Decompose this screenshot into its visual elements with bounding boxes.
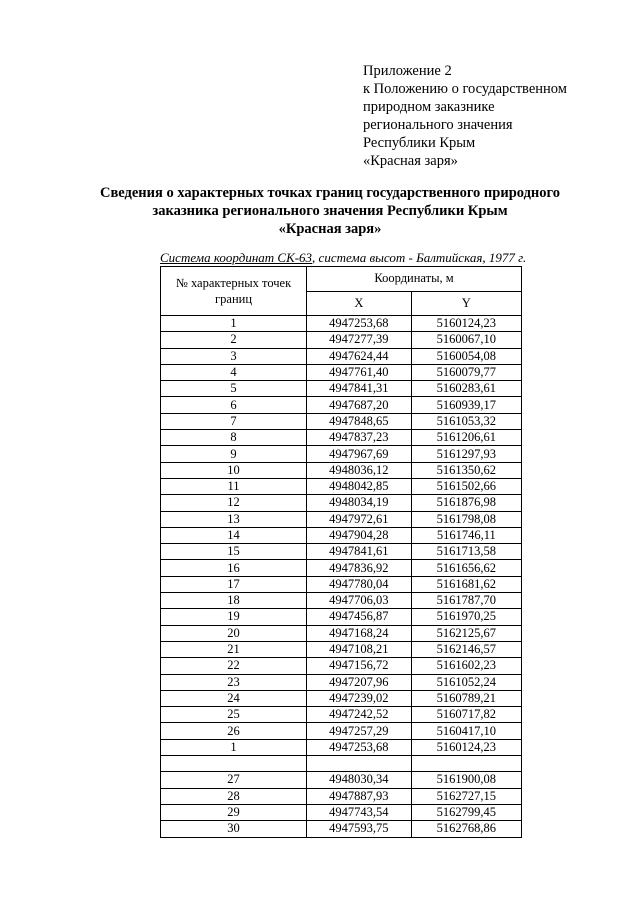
point-number-cell: 3 bbox=[161, 348, 307, 364]
x-coordinate-cell: 4947456,87 bbox=[307, 609, 411, 625]
y-coordinate-cell: 5161798,08 bbox=[411, 511, 521, 527]
appendix-line: «Красная заря» bbox=[363, 153, 458, 169]
x-coordinate-cell: 4947972,61 bbox=[307, 511, 411, 527]
point-number-cell: 15 bbox=[161, 544, 307, 560]
y-coordinate-cell: 5161746,11 bbox=[411, 527, 521, 543]
y-coordinate-cell: 5162146,57 bbox=[411, 641, 521, 657]
point-number-cell: 1 bbox=[161, 316, 307, 332]
x-coordinate-cell: 4947904,28 bbox=[307, 527, 411, 543]
point-number-cell: 17 bbox=[161, 576, 307, 592]
table-row bbox=[161, 723, 522, 739]
x-coordinate-cell: 4947253,68 bbox=[307, 316, 411, 332]
point-number-cell: 16 bbox=[161, 560, 307, 576]
point-number-cell: 25 bbox=[161, 707, 307, 723]
coordinate-system-name: Система координат СК-63 bbox=[160, 250, 313, 265]
y-coordinate-cell: 5160067,10 bbox=[411, 332, 521, 348]
table-row bbox=[161, 707, 522, 723]
point-number-cell: 14 bbox=[161, 527, 307, 543]
y-coordinate-cell: 5161876,98 bbox=[411, 495, 521, 511]
title-line: Сведения о характерных точках границ государственного природного bbox=[99, 185, 561, 201]
y-coordinate-cell: 5161787,70 bbox=[411, 593, 521, 609]
table-row bbox=[161, 462, 522, 478]
point-number-cell: 13 bbox=[161, 511, 307, 527]
y-coordinate-cell: 5161656,62 bbox=[411, 560, 521, 576]
table-row bbox=[161, 332, 522, 348]
point-number-cell: 26 bbox=[161, 723, 307, 739]
point-number-cell: 2 bbox=[161, 332, 307, 348]
y-coordinate-cell: 5160717,82 bbox=[411, 707, 521, 723]
table-row bbox=[161, 593, 522, 609]
x-coordinate-cell: 4947841,61 bbox=[307, 544, 411, 560]
y-coordinate-cell: 5162799,45 bbox=[411, 804, 521, 820]
point-number-cell: 11 bbox=[161, 478, 307, 494]
y-coordinate-cell: 5162727,15 bbox=[411, 788, 521, 804]
y-coordinate-cell: 5160124,23 bbox=[411, 739, 521, 755]
x-coordinate-cell: 4947242,52 bbox=[307, 707, 411, 723]
x-coordinate-cell: 4947967,69 bbox=[307, 446, 411, 462]
appendix-header bbox=[363, 62, 567, 170]
y-coordinate-cell: 5160079,77 bbox=[411, 364, 521, 380]
x-coordinate-cell: 4947253,68 bbox=[307, 739, 411, 755]
point-number-cell: 29 bbox=[161, 804, 307, 820]
point-number-cell: 22 bbox=[161, 658, 307, 674]
x-coordinate-cell: 4947687,20 bbox=[307, 397, 411, 413]
y-coordinate-cell: 5160124,23 bbox=[411, 316, 521, 332]
table-row bbox=[161, 478, 522, 494]
table-row bbox=[161, 316, 522, 332]
x-coordinate-cell: 4947780,04 bbox=[307, 576, 411, 592]
table-row bbox=[161, 625, 522, 641]
table-row bbox=[161, 430, 522, 446]
point-number-cell: 1 bbox=[161, 739, 307, 755]
point-number-cell: 30 bbox=[161, 821, 307, 837]
coordinates-header: Координаты, м bbox=[307, 267, 522, 292]
point-number-cell: 12 bbox=[161, 495, 307, 511]
table-row bbox=[161, 381, 522, 397]
y-coordinate-cell: 5162768,86 bbox=[411, 821, 521, 837]
table-row bbox=[161, 560, 522, 576]
point-number-cell: 8 bbox=[161, 430, 307, 446]
y-coordinate-cell: 5160054,08 bbox=[411, 348, 521, 364]
appendix-line: регионального значения bbox=[363, 117, 513, 133]
table-row bbox=[161, 364, 522, 380]
x-coordinate-cell: 4948034,19 bbox=[307, 495, 411, 511]
y-coordinate-cell bbox=[411, 756, 521, 772]
x-coordinate-cell: 4947207,96 bbox=[307, 674, 411, 690]
table-row bbox=[161, 772, 522, 788]
y-coordinate-cell: 5161681,62 bbox=[411, 576, 521, 592]
table-row bbox=[161, 348, 522, 364]
point-number-cell bbox=[161, 756, 307, 772]
point-number-cell: 10 bbox=[161, 462, 307, 478]
table-row bbox=[161, 609, 522, 625]
table-row bbox=[161, 821, 522, 837]
x-coordinate-cell: 4947761,40 bbox=[307, 364, 411, 380]
appendix-line: Республики Крым bbox=[363, 135, 476, 151]
y-coordinate-cell: 5160789,21 bbox=[411, 690, 521, 706]
point-number-cell: 23 bbox=[161, 674, 307, 690]
x-coordinate-cell: 4947168,24 bbox=[307, 625, 411, 641]
table-row bbox=[161, 413, 522, 429]
table-row bbox=[161, 804, 522, 820]
table-row bbox=[161, 674, 522, 690]
x-coordinate-cell: 4947837,23 bbox=[307, 430, 411, 446]
x-coordinate-cell: 4947239,02 bbox=[307, 690, 411, 706]
table-row bbox=[161, 756, 522, 772]
table-row bbox=[161, 511, 522, 527]
y-coordinate-cell: 5161602,23 bbox=[411, 658, 521, 674]
x-coordinate-cell: 4947836,92 bbox=[307, 560, 411, 576]
x-coordinate-cell: 4948030,34 bbox=[307, 772, 411, 788]
table-row bbox=[161, 641, 522, 657]
table-row bbox=[161, 495, 522, 511]
x-coordinate-cell: 4947743,54 bbox=[307, 804, 411, 820]
x-coordinate-cell: 4947624,44 bbox=[307, 348, 411, 364]
y-coordinate-cell: 5161970,25 bbox=[411, 609, 521, 625]
appendix-line: к Положению о государственном bbox=[363, 81, 567, 97]
x-coordinate-cell: 4947706,03 bbox=[307, 593, 411, 609]
point-number-cell: 6 bbox=[161, 397, 307, 413]
appendix-line: природном заказнике bbox=[363, 99, 495, 115]
y-coordinate-cell: 5160417,10 bbox=[411, 723, 521, 739]
point-number-cell: 20 bbox=[161, 625, 307, 641]
point-number-header: № характерных точек границ bbox=[161, 267, 307, 316]
table-row bbox=[161, 788, 522, 804]
y-coordinate-cell: 5161052,24 bbox=[411, 674, 521, 690]
point-number-cell: 9 bbox=[161, 446, 307, 462]
point-number-cell: 7 bbox=[161, 413, 307, 429]
y-coordinate-cell: 5162125,67 bbox=[411, 625, 521, 641]
table-row bbox=[161, 527, 522, 543]
y-coordinate-cell: 5161297,93 bbox=[411, 446, 521, 462]
point-number-cell: 24 bbox=[161, 690, 307, 706]
table-row bbox=[161, 544, 522, 560]
y-coordinate-cell: 5160939,17 bbox=[411, 397, 521, 413]
y-coordinate-cell: 5161502,66 bbox=[411, 478, 521, 494]
appendix-line: Приложение 2 bbox=[363, 63, 452, 79]
y-coordinate-cell: 5161350,62 bbox=[411, 462, 521, 478]
x-coordinate-cell: 4948036,12 bbox=[307, 462, 411, 478]
table-row bbox=[161, 739, 522, 755]
point-number-cell: 19 bbox=[161, 609, 307, 625]
x-coordinate-cell bbox=[307, 756, 411, 772]
table-row bbox=[161, 576, 522, 592]
x-coordinate-cell: 4947277,39 bbox=[307, 332, 411, 348]
y-coordinate-cell: 5161206,61 bbox=[411, 430, 521, 446]
table-row bbox=[161, 658, 522, 674]
point-number-cell: 18 bbox=[161, 593, 307, 609]
title-line: «Красная заря» bbox=[278, 221, 382, 237]
coordinate-system-caption bbox=[160, 251, 526, 265]
y-coordinate-cell: 5160283,61 bbox=[411, 381, 521, 397]
point-number-cell: 4 bbox=[161, 364, 307, 380]
point-number-cell: 21 bbox=[161, 641, 307, 657]
table-body bbox=[161, 316, 522, 838]
coordinates-table bbox=[160, 266, 522, 838]
point-number-cell: 27 bbox=[161, 772, 307, 788]
x-coordinate-cell: 4948042,85 bbox=[307, 478, 411, 494]
x-coordinate-cell: 4947257,29 bbox=[307, 723, 411, 739]
x-coordinate-cell: 4947593,75 bbox=[307, 821, 411, 837]
table-row bbox=[161, 690, 522, 706]
y-header: Y bbox=[411, 291, 521, 316]
x-coordinate-cell: 4947156,72 bbox=[307, 658, 411, 674]
y-coordinate-cell: 5161713,58 bbox=[411, 544, 521, 560]
table-row bbox=[161, 446, 522, 462]
x-header: X bbox=[307, 291, 411, 316]
x-coordinate-cell: 4947848,65 bbox=[307, 413, 411, 429]
y-coordinate-cell: 5161053,32 bbox=[411, 413, 521, 429]
y-coordinate-cell: 5161900,08 bbox=[411, 772, 521, 788]
height-system-text: , система высот - Балтийская, 1977 г. bbox=[312, 250, 527, 265]
title-line: заказника регионального значения Республики Крым bbox=[152, 203, 508, 219]
x-coordinate-cell: 4947841,31 bbox=[307, 381, 411, 397]
document-title bbox=[60, 184, 600, 238]
point-number-cell: 5 bbox=[161, 381, 307, 397]
table-row bbox=[161, 397, 522, 413]
x-coordinate-cell: 4947887,93 bbox=[307, 788, 411, 804]
point-number-cell: 28 bbox=[161, 788, 307, 804]
x-coordinate-cell: 4947108,21 bbox=[307, 641, 411, 657]
